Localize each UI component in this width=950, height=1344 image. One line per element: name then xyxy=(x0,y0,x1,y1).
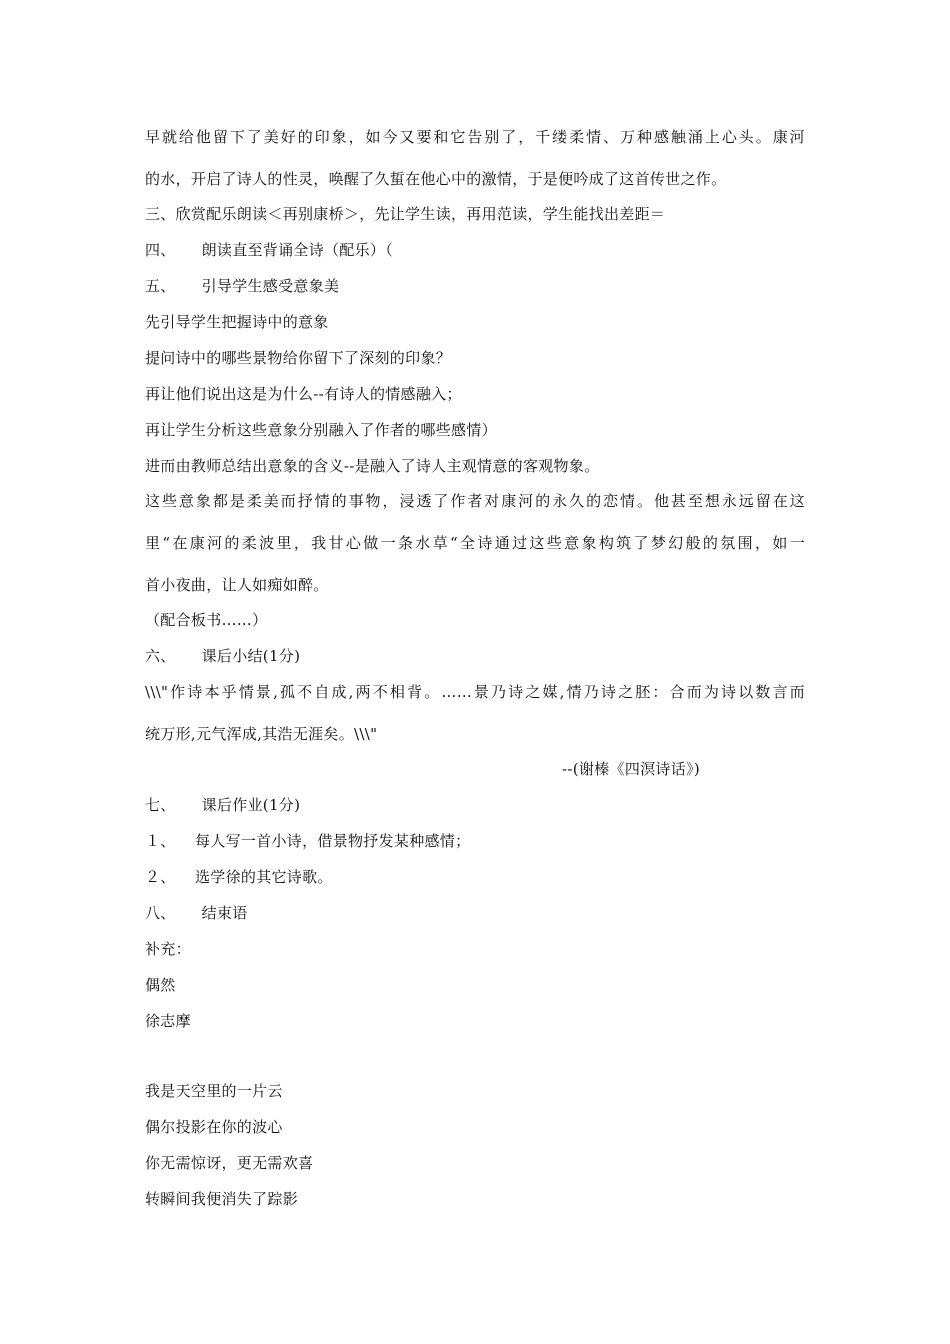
section-number: 六、 xyxy=(145,647,176,665)
paragraph-line: 补充： xyxy=(145,940,191,958)
section-number: 七、 xyxy=(145,796,176,814)
section-heading: 三、欣赏配乐朗读＜再别康桥＞，先让学生读，再用范读，学生能找出差距＝ xyxy=(145,205,666,223)
section-title: 朗读直至背诵全诗（配乐）（ xyxy=(201,241,394,259)
paragraph-line: 再让学生分析这些意象分别融入了作者的哪些感情） xyxy=(145,421,497,439)
section-heading xyxy=(145,795,300,815)
paragraph-line: 早就给他留下了美好的印象，如今又要和它告别了，千缕柔情、万种感触涌上心头。康河 xyxy=(145,128,805,146)
section-heading xyxy=(145,646,300,666)
list-item xyxy=(145,867,333,887)
paragraph-line: 首小夜曲，让人如痴如醉。 xyxy=(145,576,329,594)
poem-line: 你无需惊讶，更无需欢喜 xyxy=(145,1154,314,1172)
section-title: 引导学生感受意象美 xyxy=(201,277,340,295)
list-item xyxy=(145,831,470,851)
section-heading xyxy=(145,276,339,296)
poem-author: 徐志摩 xyxy=(145,1012,191,1030)
paragraph-line: 再让他们说出这是为什么--有诗人的情感融入； xyxy=(145,385,462,403)
list-number: １、 xyxy=(145,832,176,850)
paragraph-line: 提问诗中的哪些景物给你留下了深刻的印象？ xyxy=(145,349,452,367)
poem-line: 转瞬间我便消失了踪影 xyxy=(145,1190,299,1208)
quote-attribution: --(谢榛《四溟诗话》) xyxy=(562,760,700,778)
poem-line: 我是天空里的一片云 xyxy=(145,1082,283,1100)
poem-line: 偶尔投影在你的波心 xyxy=(145,1118,283,1136)
list-text: 选学徐的其它诗歌。 xyxy=(195,868,333,886)
paragraph-line: 的水，开启了诗人的性灵，唤醒了久蜇在他心中的激情，于是便吟成了这首传世之作。 xyxy=(145,170,727,188)
poem-title: 偶然 xyxy=(145,976,176,994)
section-number: 四、 xyxy=(145,241,176,259)
section-title: 课后小结(1分) xyxy=(201,647,301,665)
paragraph-line: 进而由教师总结出意象的含义--是融入了诗人主观情意的客观物象。 xyxy=(145,457,600,475)
list-text: 每人写一首小诗，借景物抒发某种感情； xyxy=(195,832,471,850)
list-number: ２、 xyxy=(145,868,176,886)
paragraph-line: （配合板书……） xyxy=(145,611,268,629)
paragraph-line: 里“在康河的柔波里，我甘心做一条水草“全诗通过这些意象构筑了梦幻般的氛围，如一 xyxy=(145,534,805,552)
section-number: 五、 xyxy=(145,277,176,295)
section-title: 课后作业(1分) xyxy=(201,796,301,814)
section-title: 结束语 xyxy=(201,904,248,922)
section-heading xyxy=(145,903,248,923)
paragraph-line: 先引导学生把握诗中的意象 xyxy=(145,313,329,331)
section-heading xyxy=(145,240,393,260)
section-number: 八、 xyxy=(145,904,176,922)
paragraph-line: 这些意象都是柔美而抒情的事物，浸透了作者对康河的永久的恋情。他甚至想永远留在这 xyxy=(145,492,805,510)
quote-line: 统万形,元气浑成,其浩无涯矣。\\\" xyxy=(145,725,378,743)
quote-line: \\\"作诗本乎情景,孤不自成,两不相背。……景乃诗之媒,情乃诗之胚：合而为诗以数言而 xyxy=(145,683,805,701)
